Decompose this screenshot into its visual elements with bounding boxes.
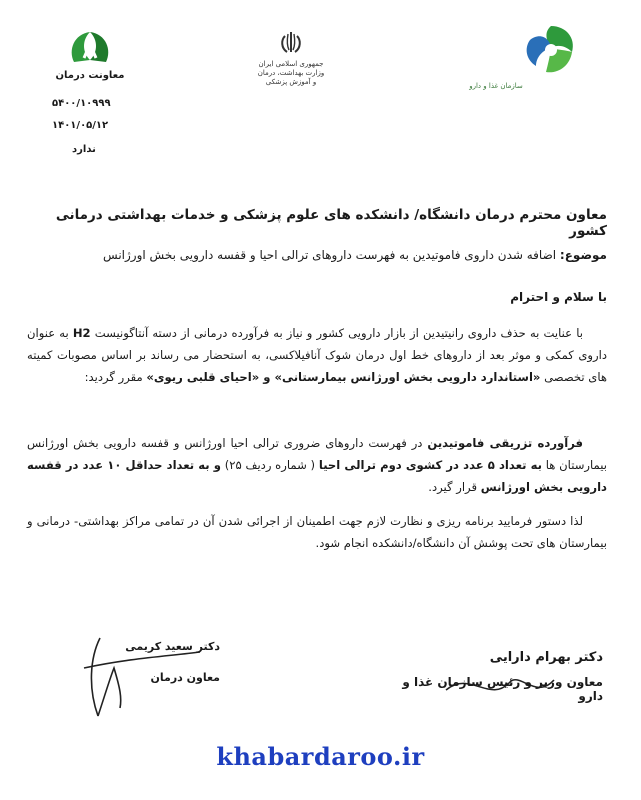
health-deputy-logo-icon <box>60 22 120 72</box>
greeting: با سلام و احترام <box>510 290 607 304</box>
subject-label: موضوع: <box>559 248 607 262</box>
p1-bold: «استاندارد دارویی بخش اورژانس بیمارستانی» و «احیای قلبی ریوی» <box>146 370 541 384</box>
attachment-status: ندارد <box>72 144 96 155</box>
emblem-line-3: و آموزش پزشکی <box>265 78 317 86</box>
p2-bold-1: فرآورده تزریقی فاموتیدین <box>427 436 583 450</box>
signature-left <box>100 640 220 684</box>
emblem-line-1: جمهوری اسلامی ایران <box>258 60 324 68</box>
p1-h2: H2 <box>72 326 91 340</box>
p2-text-a: در فهرست داروهای ضروری ترالی احیا اورژانس و قفسه دارویی بخش اورژانس بیمارستان ها <box>27 436 607 472</box>
paragraph-2 <box>27 432 607 498</box>
iran-emblem-icon <box>276 30 306 56</box>
addressee: معاون محترم درمان دانشگاه/ دانشکده های علوم پزشکی و خدمات بهداشتی درمانی کشور <box>55 207 607 239</box>
signature-right-name: دکتر بهرام دارایی <box>489 650 603 665</box>
paragraph-1 <box>27 322 607 388</box>
watermark: khabardaroo.ir <box>216 742 425 771</box>
p2-bold-2: به تعداد ۵ عدد در کشوی دوم ترالی احیا <box>318 458 542 472</box>
emblem-line-2: وزارت بهداشت، درمان <box>257 69 325 77</box>
department-name: معاونت درمان <box>55 70 125 81</box>
p2-text-c: قرار گیرد. <box>428 480 481 494</box>
p2-bold-3: و به تعداد حداقل ۱۰ عدد در قفسه دارویی بخش اورژانس <box>27 458 607 494</box>
subject-line <box>17 248 607 262</box>
letter-number: ۵۴۰۰/۱۰۹۹۹ <box>52 98 111 109</box>
p3-text: لذا دستور فرمایید برنامه ریزی و نظارت لازم جهت اطمینان از اجرائی شدن آن در تمامی مراکز بهداشتی- درمانی و بیمارستان های تحت پوشش آن دانشگاه/دانشکده انجام شود. <box>27 514 607 550</box>
signature-right <box>383 650 603 703</box>
signature-left-name: دکتر سعید کریمی <box>125 640 220 653</box>
p1-text-c: مقرر گردید: <box>84 370 147 384</box>
p1-text-b: به عنوان داروی کمکی و موثر بعد از داروهای خط اول درمان شوک آنافیلاکسی، به استحضار می رساند بر اساس مصوبات کمیته های تخصصی <box>27 326 607 384</box>
ministry-emblem <box>246 30 336 87</box>
fda-label: سازمان غذا و دارو <box>469 82 523 90</box>
letter-date: ۱۴۰۱/۰۵/۱۲ <box>52 120 109 131</box>
p1-text-a: با عنایت به حذف داروی رانیتیدین از بازار دارویی کشور و نیاز به فرآورده درمانی از دسته آنتاگونیست <box>90 326 583 340</box>
p2-text-b: ( شماره ردیف ۲۵) <box>220 458 319 472</box>
health-deputy-logo <box>40 22 140 81</box>
signature-right-title: معاون وزیر و رئیس سازمان غذا و دارو <box>402 675 603 703</box>
food-drug-administration-logo-icon <box>516 20 586 80</box>
signature-left-title: معاون درمان <box>150 671 220 684</box>
subject-text: اضافه شدن داروی فاموتیدین به فهرست داروهای ترالی احیا و قفسه دارویی بخش اورژانس <box>103 248 560 262</box>
paragraph-3 <box>27 510 607 554</box>
